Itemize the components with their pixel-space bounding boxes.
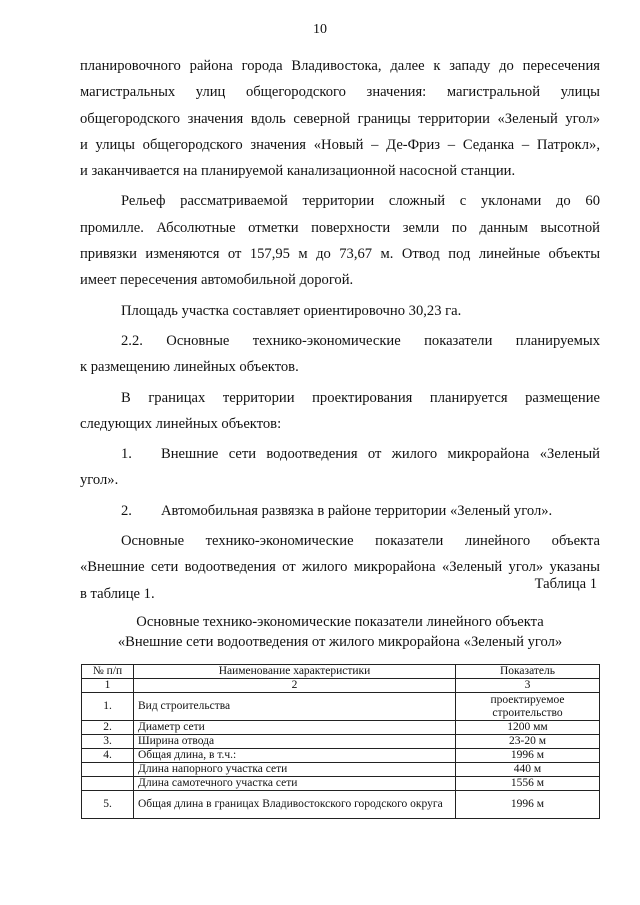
- table-cell: проектируемое строительство: [456, 693, 600, 721]
- table-row: [82, 791, 600, 819]
- table-cell: 1996 м: [456, 749, 600, 763]
- paragraph-line: Основные технико-экономические показатели линейного объекта: [121, 533, 600, 550]
- table-header-cell: Наименование характеристики: [134, 665, 456, 679]
- paragraph-line: следующих линейных объектов:: [80, 415, 282, 432]
- table-cell: 23-20 м: [456, 735, 600, 749]
- paragraph-line: В границах территории проектирования планируется размещение: [121, 389, 600, 406]
- list-item-number: 1.: [121, 446, 132, 463]
- paragraph-line: магистральных улиц общегородского значения: магистральной улицы: [80, 84, 600, 101]
- list-item-text: Автомобильная развязка в районе территории «Зеленый угол».: [161, 502, 553, 519]
- table-title-line: «Внешние сети водоотведения от жилого микрорайона «Зеленый угол»: [117, 634, 563, 650]
- paragraph-line: планировочного района города Владивостока, далее к западу до пересечения: [80, 58, 600, 74]
- table-cell: 1: [82, 679, 134, 693]
- list-item-continuation: угол».: [80, 472, 119, 489]
- table-cell: Общая длина, в т.ч.:: [134, 749, 456, 763]
- paragraph-line: имеет пересечения автомобильной дорогой.: [80, 272, 354, 289]
- list-item-text: Внешние сети водоотведения от жилого микрорайона «Зеленый: [161, 446, 600, 463]
- table-cell: Длина напорного участка сети: [134, 763, 456, 777]
- table-cell: 4.: [82, 749, 134, 763]
- paragraph-line: в таблице 1.: [80, 585, 155, 602]
- paragraph-line: промилле. Абсолютные отметки поверхности земли по данным высотной: [80, 219, 600, 236]
- paragraph-line: Рельеф рассматриваемой территории сложный с уклонами до 60: [121, 193, 600, 210]
- table-row: [82, 749, 600, 763]
- table-cell: Вид строительства: [134, 693, 456, 721]
- table-cell: Длина самотечного участка сети: [134, 777, 456, 791]
- paragraph-line: «Внешние сети водоотведения от жилого микрорайона «Зеленый угол» указаны: [80, 559, 600, 576]
- table-row: [82, 777, 600, 791]
- list-item: [80, 498, 600, 524]
- table-cell: 5.: [82, 791, 134, 819]
- table-cell: 2.: [82, 721, 134, 735]
- page-number: 10: [313, 22, 327, 37]
- paragraph-line: общегородского значения вдоль северной границы территории «Зеленый угол»: [80, 110, 600, 127]
- table-row: [82, 693, 600, 721]
- table-cell: Ширина отвода: [134, 735, 456, 749]
- table-cell: 1200 мм: [456, 721, 600, 735]
- table-cell: Диаметр сети: [134, 721, 456, 735]
- paragraph-line: и улицы общегородского значения «Новый – Де-Фриз – Седанка – Патрокл»,: [80, 136, 600, 153]
- paragraph-line: привязки изменяются от 157,95 м до 73,67 м. Отвод под линейные объекты: [80, 246, 600, 263]
- table-cell: 1.: [82, 693, 134, 721]
- table-row: [82, 735, 600, 749]
- table-cell: 1996 м: [456, 791, 600, 819]
- paragraph-line: к размещению линейных объектов.: [80, 359, 299, 376]
- table-title-line: Основные технико-экономические показатели линейного объекта: [136, 614, 544, 630]
- table-cell: 440 м: [456, 763, 600, 777]
- table-row: [82, 721, 600, 735]
- list-item: [80, 441, 600, 467]
- table-caption: Таблица 1: [534, 576, 597, 592]
- table-cell: 3.: [82, 735, 134, 749]
- table-cell: 1556 м: [456, 777, 600, 791]
- paragraph-line: и заканчивается на планируемой канализационной насосной станции.: [80, 163, 516, 180]
- table-cell: 2: [134, 679, 456, 693]
- table-row: [82, 763, 600, 777]
- table-cell: [82, 763, 134, 777]
- table-title: [80, 612, 600, 652]
- paragraph-line: 2.2. Основные технико-экономические показатели планируемых: [121, 332, 600, 349]
- table-column-number-row: [82, 679, 600, 693]
- paragraph-line: Площадь участка составляет ориентировочно 30,23 га.: [121, 302, 462, 319]
- list-item-number: 2.: [121, 502, 132, 519]
- body-text: [80, 53, 600, 607]
- table-cell: 3: [456, 679, 600, 693]
- specs-table: [81, 664, 600, 819]
- table-header-cell: Показатель: [456, 665, 600, 679]
- table-header-row: [82, 665, 600, 679]
- table-header-cell: № п/п: [82, 665, 134, 679]
- table-cell: Общая длина в границах Владивостокского городского округа: [134, 791, 456, 819]
- table-cell: [82, 777, 134, 791]
